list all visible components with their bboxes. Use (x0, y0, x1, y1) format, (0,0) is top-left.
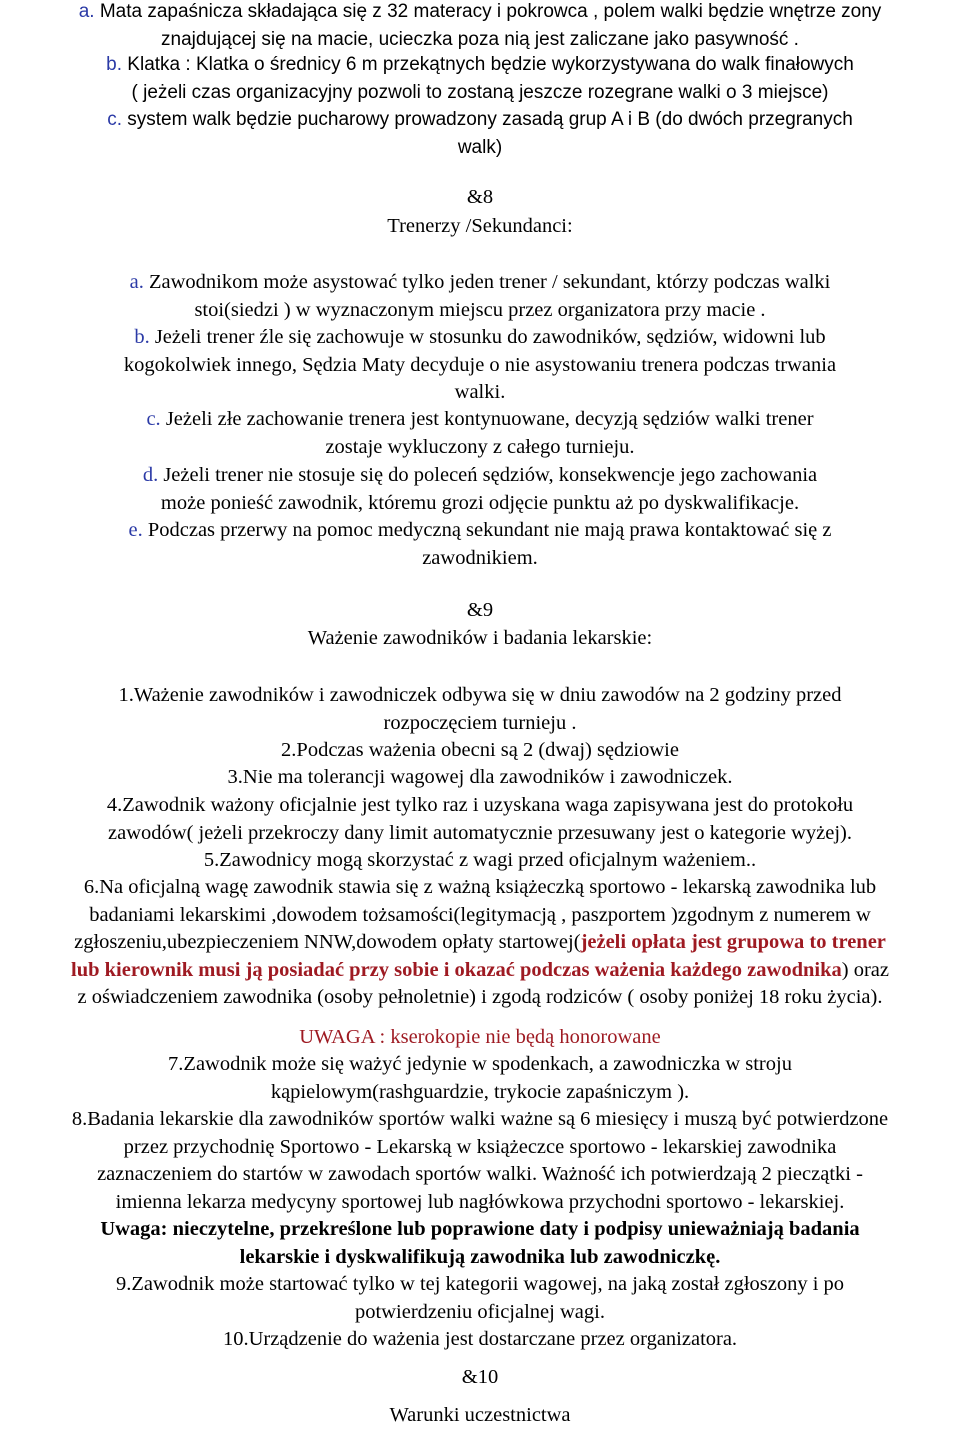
item-label: c. (146, 408, 161, 430)
warning-text: Uwaga: nieczytelne, przekreślone lub poprawione daty i podpisy unieważniają badania (100, 1218, 860, 1240)
item-text: walk) (457, 136, 503, 158)
item-text: walki. (454, 381, 506, 403)
sec9-item-2 (0, 737, 960, 765)
item-text: 2.Podczas ważenia obecni są 2 (dwaj) sędziowie (281, 739, 679, 761)
section-10-title: Warunki uczestnictwa (389, 1404, 571, 1426)
item-text: ) oraz (841, 958, 889, 981)
item-text: 8.Badania lekarskie dla zawodników sportów walki ważne są 6 miesięcy i muszą być potwierdzone (71, 1108, 889, 1130)
item-text: zawodów( jeżeli przekroczy dany limit automatycznie przesuwany jest o kategorie wyżej). (108, 821, 852, 844)
item-text: zawodnikiem. (422, 546, 538, 569)
sec8-item-b (0, 324, 960, 407)
item-label: c. (107, 109, 122, 130)
sec8-item-c (0, 406, 960, 461)
item-text: zostaje wykluczony z całego turnieju. (325, 435, 635, 458)
sec9-item-4 (0, 792, 960, 847)
item-text: badaniami lekarskimi ,dowodem tożsamości(legitymacją , paszportem )zgodnym z numerem w (89, 903, 871, 926)
item-text: Zawodnikom może asystować tylko jeden trener / sekundant, którzy podczas walki (148, 271, 831, 293)
sec9-item-8 (0, 1106, 960, 1216)
highlight-text: jeżeli opłata jest grupowa to trener (580, 931, 886, 953)
item-text: kąpielowym(rashguardzie, trykocie zapaśniczym ). (270, 1080, 690, 1103)
item-text: stoi(siedzi ) w wyznaczonym miejscu przez organizatora przy macie . (194, 298, 766, 321)
item-a-mata (0, 0, 960, 53)
uwaga-kserokopie (0, 1024, 960, 1052)
item-label: d. (142, 464, 159, 486)
highlight-text: lub kierownik musi ją posiadać przy sobie i okazać podczas ważenia każdego zawodnika (71, 958, 842, 981)
warning-text: UWAGA : kserokopie nie będą honorowane (299, 1026, 661, 1048)
section-10-number: &10 (461, 1366, 499, 1388)
item-text: Jeżeli złe zachowanie trenera jest kontynuowane, decyzją sędziów walki trener (165, 408, 814, 430)
item-text: przez przychodnię Sportowo - Lekarską w książeczce sportowo - lekarskiej zawodnika (123, 1135, 837, 1158)
sec9-item-10 (0, 1326, 960, 1354)
item-text: 3.Nie ma tolerancji wagowej dla zawodników i zawodniczek. (227, 766, 733, 788)
section-8-title: Trenerzy /Sekundanci: (387, 215, 573, 237)
item-text: zgłoszeniu,ubezpieczeniem NNW,dowodem opłaty startowej( (74, 931, 581, 953)
section-8-number: &8 (466, 186, 494, 208)
item-text: imienna lekarza medycyny sportowej lub nagłówkowa przychodni sportowo - lekarskiej. (115, 1190, 845, 1213)
item-text: 7.Zawodnik może się ważyć jedynie w spodenkach, a zawodniczka w stroju (168, 1053, 792, 1075)
item-text: 1.Ważenie zawodników i zawodniczek odbywa się w dniu zawodów na 2 godziny przed (118, 684, 842, 706)
item-text: może ponieść zawodnik, któremu grozi odjęcie punktu aż po dyskwalifikacje. (160, 491, 800, 514)
item-text: z oświadczeniem zawodnika (osoby pełnoletnie) i zgodą rodziców ( osoby poniżej 18 roku życia). (77, 986, 883, 1008)
item-label: a. (78, 1, 95, 22)
item-text: Klatka : Klatka o średnicy 6 m przekątnych będzie wykorzystywana do walk finałowych (127, 54, 854, 75)
item-c-system (0, 106, 960, 161)
item-text: ( jeżeli czas organizacyjny pozwoli to zostaną jeszcze rozegrane walki o 3 miejsce) (131, 81, 829, 103)
item-text: potwierdzeniu oficjalnej wagi. (355, 1300, 605, 1323)
sec9-item-7 (0, 1051, 960, 1106)
sec8-item-e (0, 517, 960, 572)
item-text: znajdującej się na macie, ucieczka poza nią jest zaliczane jako pasywność . (161, 28, 799, 50)
item-text: 10.Urządzenie do ważenia jest dostarczane przez organizatora. (222, 1328, 738, 1350)
item-text: rozpoczęciem turnieju . (383, 711, 577, 734)
item-text: Mata zapaśnicza składająca się z 32 materacy i pokrowca , polem walki będzie wnętrze zony (99, 1, 882, 22)
item-label: b. (106, 54, 123, 75)
item-text: Jeżeli trener nie stosuje się do poleceń sędziów, konsekwencje jego zachowania (163, 464, 818, 486)
item-text: zaznaczeniem do startów w zawodach sportów walki. Ważność ich potwierdzają 2 pieczątki - (97, 1163, 863, 1185)
item-label: e. (128, 519, 143, 541)
item-b-klatka (0, 51, 960, 106)
item-text: 5.Zawodnicy mogą skorzystać z wagi przed oficjalnym ważeniem.. (203, 849, 757, 871)
sec8-item-d (0, 462, 960, 517)
sec9-item-3 (0, 764, 960, 792)
item-text: 6.Na oficjalną wagę zawodnik stawia się z ważną książeczką sportowo - lekarską zawodnika lub (83, 876, 877, 898)
item-label: a. (129, 271, 144, 293)
item-text: kogokolwiek innego, Sędzia Maty decyduje o nie asystowaniu trenera podczas trwania (123, 353, 837, 376)
sec8-item-a (0, 269, 960, 324)
section-9-number: &9 (466, 599, 494, 621)
item-text: Jeżeli trener źle się zachowuje w stosunku do zawodników, sędziów, widowni lub (154, 326, 826, 348)
sec9-item-5 (0, 847, 960, 875)
section-9-title: Ważenie zawodników i badania lekarskie: (307, 627, 653, 649)
item-text: Podczas przerwy na pomoc medyczną sekundant nie mają prawa kontaktować się z (147, 519, 832, 541)
sec9-item-9 (0, 1271, 960, 1326)
item-label: b. (134, 326, 150, 348)
warning-text: lekarskie i dyskwalifikują zawodnika lub zawodniczkę. (239, 1245, 721, 1268)
uwaga-badania (0, 1216, 960, 1271)
item-text: 4.Zawodnik ważony oficjalnie jest tylko raz i uzyskana waga zapisywana jest do protokołu (106, 794, 854, 816)
item-text: system walk będzie pucharowy prowadzony zasadą grup A i B (do dwóch przegranych (127, 109, 853, 130)
item-text: 9.Zawodnik może startować tylko w tej kategorii wagowej, na jaką został zgłoszony i po (115, 1273, 845, 1295)
sec9-item-6 (0, 874, 960, 1012)
sec9-item-1 (0, 682, 960, 737)
